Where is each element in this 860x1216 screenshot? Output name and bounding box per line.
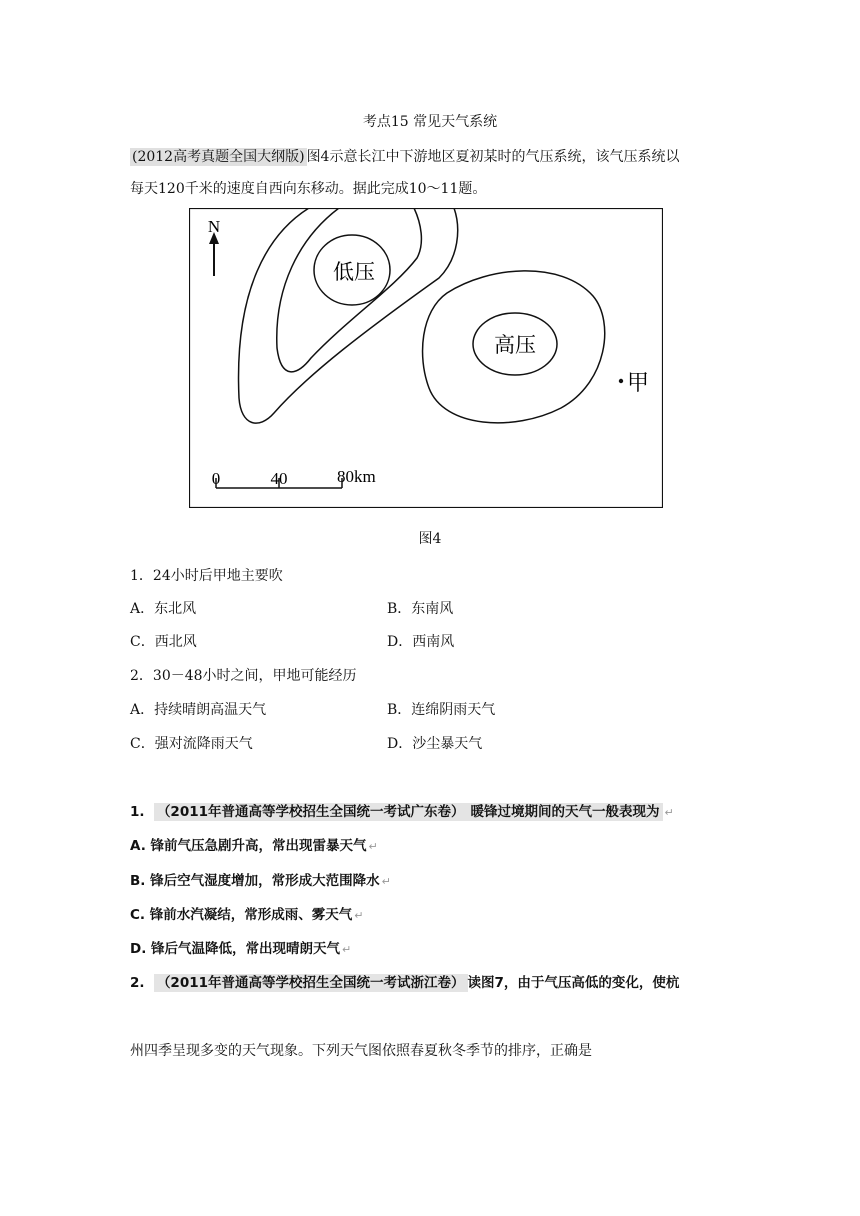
part2-q2-source: （2011年普通高等学校招生全国统一考试浙江卷） (154, 974, 468, 992)
part2-q1-option-d (130, 937, 351, 957)
q2-option-c: C．强对流降雨天气 (130, 736, 253, 752)
q2-option-a: A．持续晴朗高温天气 (130, 702, 267, 718)
q2-option-b: B．连绵阴雨天气 (387, 702, 496, 718)
intro-source: (2012高考真题全国大纲版) (132, 149, 305, 165)
paragraph-mark-icon: ↵ (368, 840, 378, 853)
part2-q1-option-b (130, 869, 391, 889)
part2-q1-stem-text: 暖锋过境期间的天气一般表现为 (468, 803, 663, 821)
point-jia-dot (619, 379, 623, 383)
q1-option-a: A．东北风 (130, 601, 197, 617)
high-label: 高压 (494, 333, 536, 357)
part2-q1-option-a (130, 834, 378, 854)
part2-q2-stem-text: 读图7，由于气压高低的变化，使杭 (467, 975, 680, 991)
part2-q1-option-c-text: C. 锋前水汽凝结，常形成雨、雾天气 (130, 907, 353, 923)
q1-option-d: D．西南风 (387, 634, 455, 650)
q1-stem: 1．24小时后甲地主要吹 (130, 568, 283, 584)
figure-caption: 图4 (418, 531, 442, 547)
q1-option-c: C．西北风 (130, 634, 197, 650)
point-jia-label: 甲 (627, 371, 650, 396)
page-title: 考点15 常见天气系统 (362, 114, 498, 130)
low-label: 低压 (333, 260, 375, 284)
q2-stem: 2．30－48小时之间，甲地可能经历 (130, 668, 357, 684)
q1-option-b: B．东南风 (387, 601, 454, 617)
part2-q2-continuation: 州四季呈现多变的天气现象。下列天气图依照春夏秋冬季节的排序，正确是 (130, 1043, 592, 1059)
part2-q1-number: 1. (130, 804, 145, 820)
part2-q1-option-d-text: D. 锋后气温降低，常出现晴朗天气 (130, 941, 341, 957)
paragraph-mark-icon: ↵ (381, 875, 391, 888)
q2-option-d: D．沙尘暴天气 (387, 736, 483, 752)
part2-q1-option-b-text: B. 锋后空气湿度增加，常形成大范围降水 (130, 873, 380, 889)
paragraph-mark-icon: ↵ (664, 806, 674, 819)
part2-q1-option-a-text: A. 锋前气压急剧升高，常出现雷暴天气 (130, 838, 367, 854)
north-label: N (207, 217, 221, 236)
scale-tick-80km: 80km (337, 467, 376, 486)
scale-tick-40: 40 (270, 469, 288, 488)
intro-text: 图4示意长江中下游地区夏初某时的气压系统，该气压系统以 (306, 149, 680, 165)
intro-line-2: 每天120千米的速度自西向东移动。据此完成10～11题。 (130, 181, 487, 197)
scale-tick-0: 0 (211, 469, 221, 488)
pressure-map-figure (189, 208, 663, 508)
part2-q2-stem (130, 971, 679, 991)
map-frame (190, 209, 663, 508)
part2-q1-stem (130, 800, 674, 820)
part2-q2-number: 2. (130, 975, 145, 991)
intro-line-1 (130, 146, 679, 166)
paragraph-mark-icon: ↵ (354, 909, 364, 922)
paragraph-mark-icon: ↵ (342, 943, 352, 956)
part2-q1-option-c (130, 903, 363, 923)
part2-q1-source: （2011年普通高等学校招生全国统一考试广东卷） (154, 803, 468, 821)
